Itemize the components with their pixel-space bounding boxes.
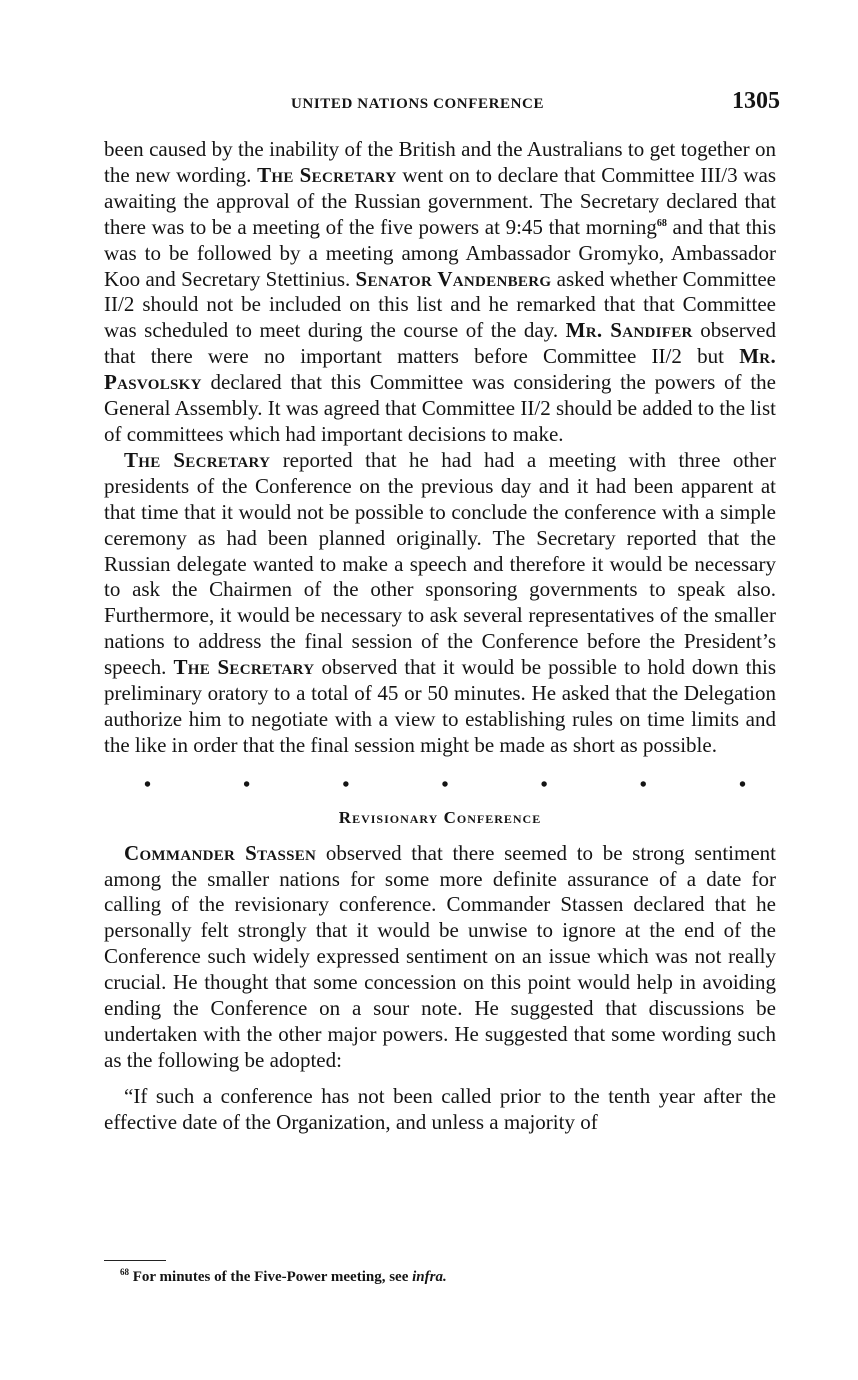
footnote-divider [104,1260,166,1261]
section-heading: Revisionary Conference [338,807,542,827]
speaker-name: Commander Stassen [124,840,317,865]
body-text [104,137,776,1136]
text-span: observed that there seemed to be strong sentiment among the smaller nations for some more definite assurance of a date for calling of the revisionary conference. Commander Stassen declared that he personally felt strongly that it would be unwise to ignore at the end of the Conference such widely expressed sentiment on an issue which was not really crucial. He thought that some concession on this point would help in avoiding ending the Conference on a sour note. He suggested that discussions be undertaken with the other major powers. He suggested that some wording such as the following be adopted: [104,840,776,1072]
speaker-name: Senator Vandenberg [355,266,552,291]
speaker-name: The Secretary [257,162,397,187]
speaker-name: The Secretary [124,447,271,472]
speaker-name: Mr. Sandifer [565,318,693,343]
footnote-ref: infra. [412,1269,447,1285]
running-title: UNITED NATIONS CONFERENCE [291,96,545,112]
ellipsis-dot: • [144,773,152,796]
text-span: and that this was to be followed by a meeting among Ambassador Gromyko, Ambassador Koo and Secretary Stettinius. [104,214,776,291]
running-header [104,88,780,122]
ellipsis-dot: • [738,773,746,796]
footnote [120,1267,447,1286]
paragraph-3 [104,841,776,1074]
speaker-name: The Secretary [173,655,315,680]
ellipsis-dot: • [342,773,350,796]
text-span: asked whether Committee II/2 should not be included on this list and he remarked that that Committee was scheduled to meet during the course of the day. [104,266,776,343]
text-span: went on to declare that Committee III/3 was awaiting the approval of the Russian government. The Secretary declared that there was to be a meeting of the five powers at 9:45 that morning [104,162,776,239]
ellipsis-dot: • [441,773,449,796]
speaker-name: Mr. Pasvolsky [104,344,776,395]
paragraph-4-quote [104,1084,776,1136]
footnote-reference[interactable]: 68 [656,217,667,229]
ellipsis-dot: • [540,773,548,796]
text-span: been caused by the inability of the British and the Australians to get together on the new wording. [104,137,776,187]
text-span: “If such a conference has not been called prior to the tenth year after the effective date of the Organization, and unless a majority of [104,1083,776,1134]
footnote-mark: 68 [120,1267,129,1277]
ellipsis-dot: • [243,773,251,796]
paragraph-2 [104,448,776,759]
ellipsis-dot: • [639,773,647,796]
text-span: declared that this Committee was considering the powers of the General Assembly. It was agreed that Committee II/2 should be added to the list of committees which had important decisions to make. [104,370,776,446]
text-span: reported that he had had a meeting with three other presidents of the Conference on the previous day and it had been apparent at that time that it would not be possible to conclude the conference with a simple ceremony as had been planned originally. The Secretary reported that the Russian delegate wanted to make a speech and therefore it would be necessary to ask the Chairmen of the other sponsoring governments to speak also. Furthermore, it would be necessary to ask several representatives of the smaller nations to address the final session of the Conference before the President’s speech. [104,447,777,680]
text-span: observed that it would be possible to hold down this preliminary oratory to a total of 45 or 50 minutes. He asked that the Delegation authorize him to negotiate with a view to establishing rules on time limits and the like in order that the final session might be made as short as possible. [104,655,777,757]
footnote-text: For minutes of the Five-Power meeting, see [129,1269,413,1285]
ellipsis-separator [104,759,776,799]
page-number: 1305 [732,88,780,114]
paragraph-1 [104,137,776,448]
text-span: observed that there were no important matters before Committee II/2 but [104,318,776,369]
